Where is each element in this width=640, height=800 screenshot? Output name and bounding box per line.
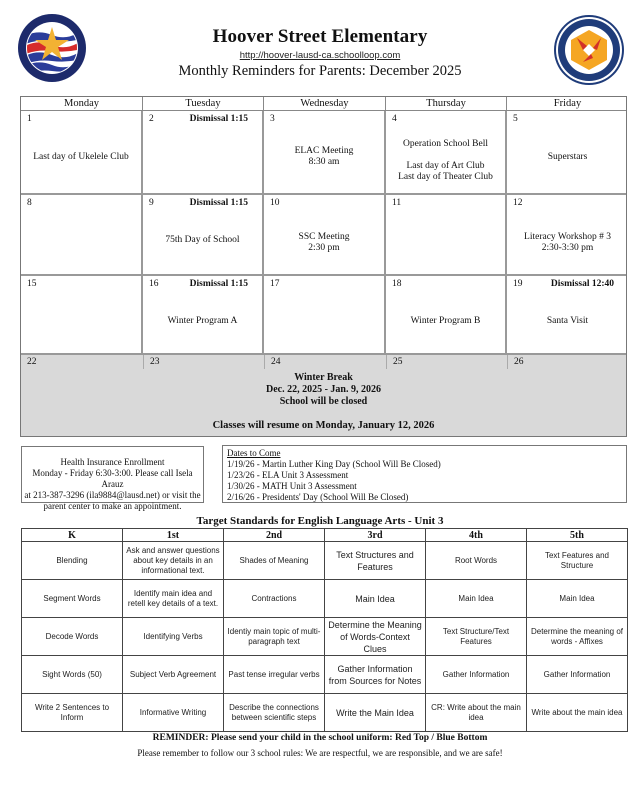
table-cell: Ask and answer questions about key details in an informational text. [123, 542, 224, 580]
event-text: Winter Program B [410, 316, 481, 326]
health-insurance-box [21, 446, 204, 511]
grade-header-1st: 1st [123, 529, 224, 542]
table-row [22, 542, 628, 580]
calendar-day-10 [264, 195, 386, 274]
uniform-reminder: REMINDER: Please send your child in the school uniform: Red Top / Blue Bottom [152, 733, 488, 743]
day-number: 24 [264, 355, 386, 369]
day-number: 12 [513, 198, 523, 208]
day-number: 23 [143, 355, 264, 369]
table-row [22, 580, 628, 618]
winter-break-title: Winter Break [294, 372, 353, 383]
table-row [22, 618, 628, 656]
table-cell: Write 2 Sentences to Inform [22, 694, 123, 732]
date-item: 1/23/26 - ELA Unit 3 Assessment [227, 470, 349, 480]
calendar-day-19 [507, 276, 628, 353]
day-number: 18 [392, 279, 402, 289]
school-name: Hoover Street Elementary [212, 26, 428, 47]
table-cell: Contractions [224, 580, 325, 618]
dismissal-note: Dismissal 1:15 [189, 279, 248, 289]
school-closed-text: School will be closed [279, 396, 368, 407]
ela-standards-title: Target Standards for English Language Arts - Unit 3 [196, 515, 444, 527]
day-number: 1 [27, 114, 32, 124]
table-cell: Describe the connections between scientific steps [224, 694, 325, 732]
day-number: 15 [27, 279, 37, 289]
table-cell: Informative Writing [123, 694, 224, 732]
event-text: 75th Day of School [165, 235, 240, 245]
calendar-day-12 [507, 195, 628, 274]
table-cell: Gather Information [527, 656, 628, 694]
table-cell: Main Idea [527, 580, 628, 618]
dismissal-note: Dismissal 12:40 [550, 279, 614, 289]
table-cell: Text Features and Structure [527, 542, 628, 580]
dates-to-come-box [222, 445, 627, 503]
day-number: 17 [270, 279, 280, 289]
table-cell: Decode Words [22, 618, 123, 656]
day-number: 4 [392, 114, 397, 124]
day-number: 9 [149, 198, 154, 208]
table-cell: Identify main idea and retell key details of a text. [123, 580, 224, 618]
event-text: Winter Program A [167, 316, 238, 326]
table-cell: Blending [22, 542, 123, 580]
calendar-day-11 [386, 195, 507, 274]
event-text: SSC Meeting [298, 232, 350, 242]
calendar-day-18 [386, 276, 507, 353]
school-rules: Please remember to follow our 3 school rules: We are respectful, we are responsible, and we are safe! [137, 748, 503, 758]
dates-to-come-title: Dates to Come [227, 448, 281, 458]
health-title: Health Insurance Enrollment [60, 457, 165, 467]
table-cell: Gather Information [426, 656, 527, 694]
grade-header-4th: 4th [426, 529, 527, 542]
table-cell: Shades of Meaning [224, 542, 325, 580]
calendar-day-17 [264, 276, 386, 353]
grade-header-3rd: 3rd [325, 529, 426, 542]
dismissal-note: Dismissal 1:15 [189, 198, 248, 208]
table-row [22, 656, 628, 694]
grade-header-2nd: 2nd [224, 529, 325, 542]
health-line: parent center to make an appointment. [43, 501, 182, 511]
date-item: 1/30/26 - MATH Unit 3 Assessment [227, 481, 357, 491]
table-cell: Text Structures and Features [325, 542, 426, 580]
day-number: 16 [149, 279, 159, 289]
grade-header-5th: 5th [527, 529, 628, 542]
table-cell: Identifying Verbs [123, 618, 224, 656]
day-header-tuesday: Tuesday [143, 97, 264, 110]
dismissal-note: Dismissal 1:15 [189, 114, 248, 124]
winter-break-week [21, 355, 626, 436]
calendar-day-9 [143, 195, 264, 274]
health-line: Monday - Friday 6:30-3:00. Please call Isela Arauz [32, 468, 193, 489]
table-cell: Root Words [426, 542, 527, 580]
page-subtitle: Monthly Reminders for Parents: December 2025 [178, 63, 462, 79]
table-cell: Write about the main idea [527, 694, 628, 732]
grade-header-k: K [22, 529, 123, 542]
event-text: ELAC Meeting [294, 146, 354, 156]
winter-break-dates: Dec. 22, 2025 - Jan. 9, 2026 [266, 384, 381, 395]
calendar-day-8 [21, 195, 143, 274]
classes-resume-text: Classes will resume on Monday, January 12, 2026 [212, 420, 435, 431]
calendar-week-3 [21, 276, 626, 355]
table-cell: CR: Write about the main idea [426, 694, 527, 732]
table-cell: Determine the meaning of words - Affixes [527, 618, 628, 656]
break-day-numbers [21, 355, 626, 369]
calendar-week-2 [21, 195, 626, 276]
winter-break-notice [21, 372, 626, 408]
event-text: Superstars [547, 152, 588, 162]
day-number: 26 [507, 355, 628, 369]
table-cell: Main Idea [325, 580, 426, 618]
event-time: 2:30-3:30 pm [541, 243, 594, 253]
event-text: Santa Visit [546, 316, 589, 326]
event-text: Operation School Bell [403, 139, 488, 149]
school-url-link[interactable]: http://hoover-lausd-ca.schoolloop.com [239, 50, 401, 61]
calendar-header-row [21, 97, 626, 111]
event-time: 2:30 pm [308, 243, 340, 253]
health-line: at 213-387-3296 (ila9884@lausd.net) or visit the [24, 490, 201, 500]
december-calendar [20, 96, 627, 437]
table-cell: Determine the Meaning of Words-Context Clues [325, 618, 426, 656]
date-item: 2/16/26 - Presidents' Day (School Will Be Closed) [227, 492, 409, 502]
table-cell: Segment Words [22, 580, 123, 618]
day-number: 5 [513, 114, 518, 124]
event-time: 8:30 am [308, 157, 340, 167]
day-number: 2 [149, 114, 154, 124]
calendar-day-4 [386, 111, 507, 193]
date-item: 1/19/26 - Martin Luther King Day (School Will Be Closed) [227, 459, 441, 469]
calendar-day-16 [143, 276, 264, 353]
day-number: 22 [27, 357, 37, 367]
day-number: 19 [513, 279, 523, 289]
day-number: 8 [27, 198, 32, 208]
table-cell: Identiy main topic of multi-paragraph text [224, 618, 325, 656]
day-header-friday: Friday [553, 98, 582, 109]
day-number: 10 [270, 198, 280, 208]
calendar-day-1 [21, 111, 143, 193]
table-cell: Sight Words (50) [22, 656, 123, 694]
ela-standards-table [21, 528, 628, 732]
day-number: 25 [386, 355, 507, 369]
table-cell: Gather Information from Sources for Notes [325, 656, 426, 694]
table-cell: Past tense irregular verbs [224, 656, 325, 694]
event-text: Last day of Theater Club [398, 172, 493, 182]
day-header-monday: Monday [21, 97, 143, 110]
table-cell: Write the Main Idea [325, 694, 426, 732]
calendar-week-1 [21, 111, 626, 195]
event-text: Literacy Workshop # 3 [524, 232, 611, 242]
calendar-day-15 [21, 276, 143, 353]
day-header-thursday: Thursday [386, 97, 507, 110]
table-row [22, 694, 628, 732]
event-text: Last day of Art Club [406, 161, 485, 171]
table-cell: Text Structure/Text Features [426, 618, 527, 656]
event-text: Last day of Ukelele Club [33, 152, 129, 162]
day-number: 11 [392, 198, 402, 208]
day-number: 3 [270, 114, 275, 124]
day-header-wednesday: Wednesday [264, 97, 386, 110]
table-cell: Subject Verb Agreement [123, 656, 224, 694]
table-cell: Main Idea [426, 580, 527, 618]
calendar-day-5 [507, 111, 628, 193]
calendar-day-3 [264, 111, 386, 193]
ela-header-row [22, 529, 628, 542]
calendar-day-2 [143, 111, 264, 193]
